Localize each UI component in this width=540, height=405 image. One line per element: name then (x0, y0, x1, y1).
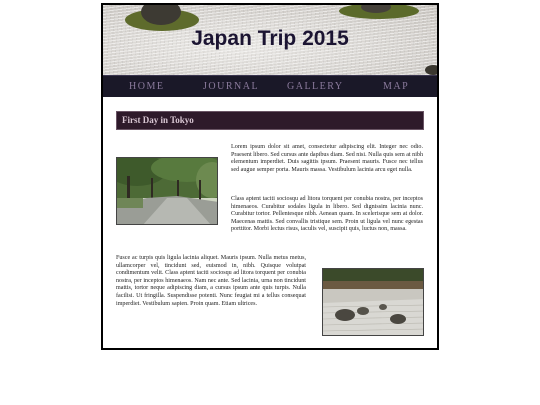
nav-item-journal[interactable]: JOURNAL (203, 81, 260, 92)
nav-item-home[interactable]: HOME (129, 81, 165, 92)
paragraph-3: Fusce ac turpis quis ligula lacinia aliquet. Mauris ipsum. Nulla metus metus, ullamcorper vel, tincidunt sed, euismod in, nibh. Quisque volutpat condimentum velit. Class aptent taciti sociosqu ad litora torquent per conubia nostra, per inceptos himenaeos. Nam nec ante. Sed lacinia, urna non tincidunt mattis, tortor neque adipiscing diam, a cursus ipsum ante quis turpis. Nulla facilisi. Ut fringilla. Suspendisse potenti. Nunc feugiat mi a tellus consequat imperdiet. Vestibulum sapien. Proin quam. Etiam ultrices. (116, 255, 306, 307)
park-photo (116, 157, 218, 225)
garden-photo (322, 268, 424, 336)
rock-corner (425, 65, 437, 75)
site-title: Japan Trip 2015 (191, 27, 349, 50)
header-banner (103, 5, 437, 75)
main-nav (103, 75, 437, 97)
nav-item-gallery[interactable]: GALLERY (287, 81, 344, 92)
paragraph-2: Class aptent taciti sociosqu ad litora torquent per conubia nostra, per inceptos himenaeos. Curabitur sodales ligula in libero. Sed dignissim lacinia nunc. Curabitur tortor. Pellentesque nibh. Aenean quam. In scelerisque sem at dolor. Maecenas mattis. Sed convallis tristique sem. Proin ut ligula vel nunc egestas porttitor. Morbi lectus risus, iaculis vel, suscipit quis, luctus non, massa. (231, 196, 423, 233)
park-path-image (117, 158, 218, 225)
nav-item-map[interactable]: MAP (383, 81, 410, 92)
page-container (101, 3, 439, 350)
section-title: First Day in Tokyo (122, 115, 194, 125)
section-heading-bar (116, 111, 424, 130)
rock-garden-image (323, 269, 424, 336)
paragraph-1: Lorem ipsum dolor sit amet, consectetur adipiscing elit. Integer nec odio. Praesent libero. Sed cursus ante dapibus diam. Sed nisi. Nulla quis sem at nibh elementum imperdiet. Duis sagittis ipsum. Praesent mauris. Fusce nec tellus sed augue semper porta. Mauris massa. Vestibulum lacinia arcu eget nulla. (231, 144, 423, 173)
